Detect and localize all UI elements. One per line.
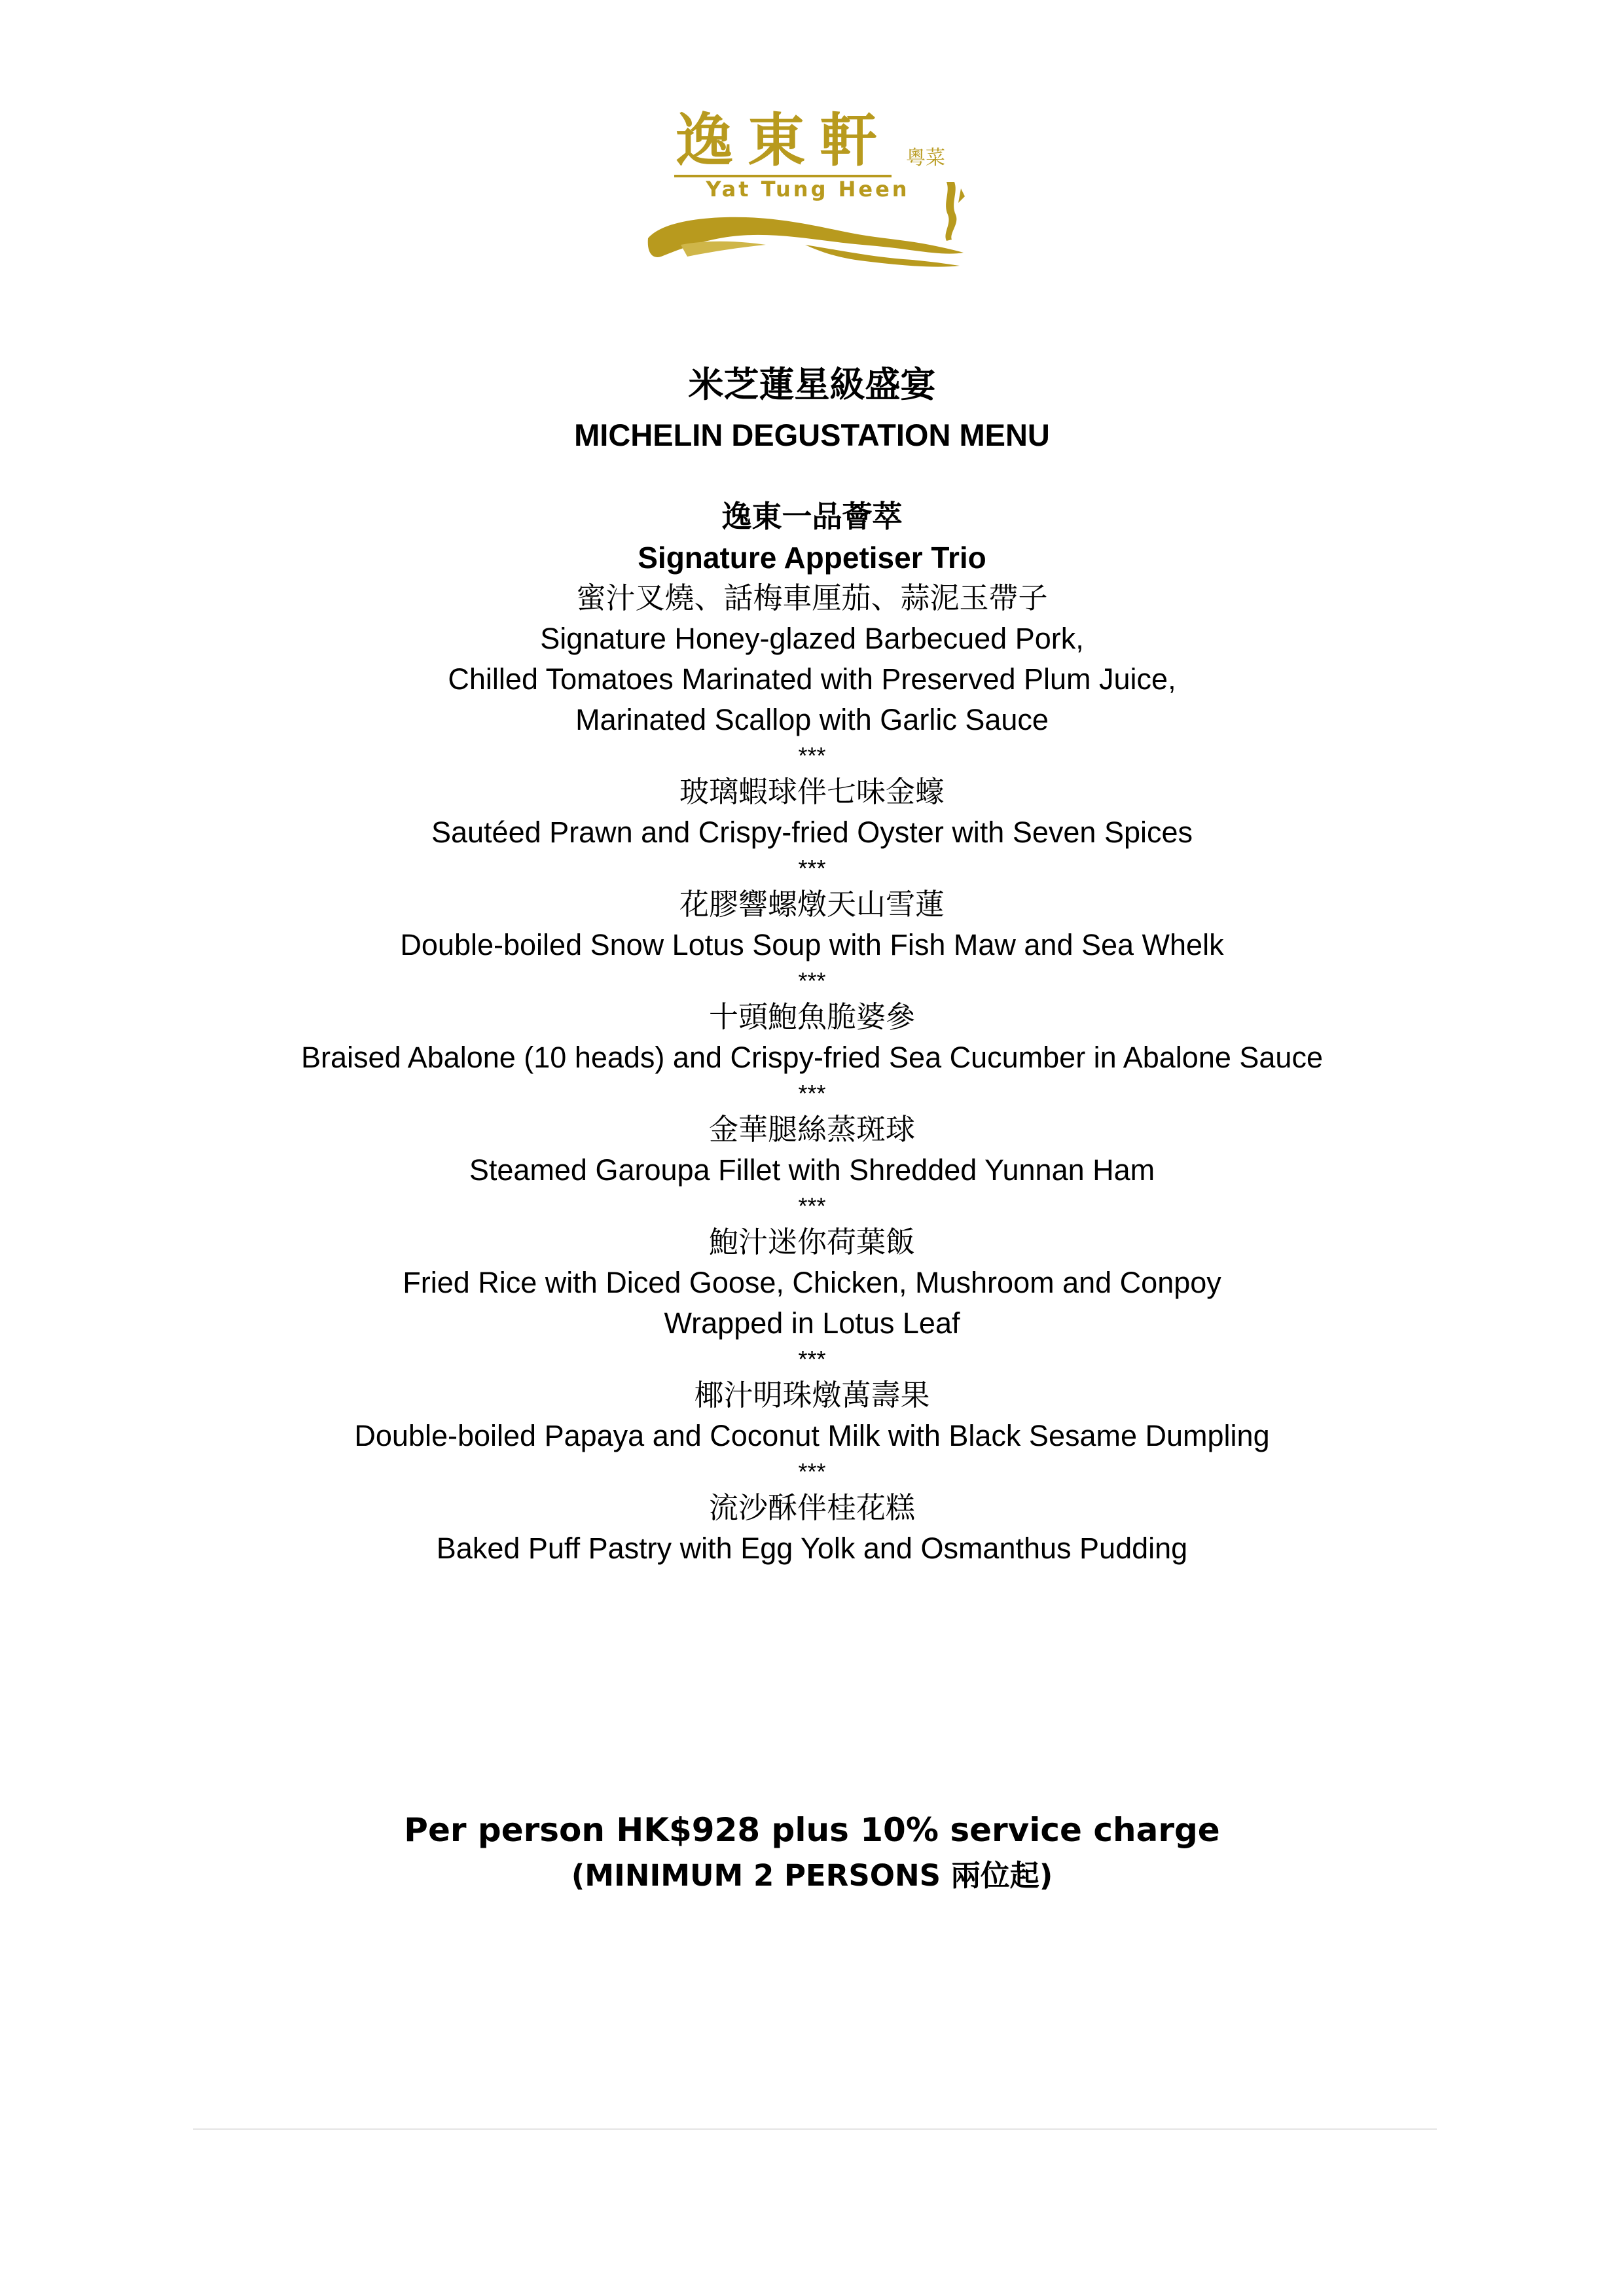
course-name-chinese: 花膠響螺燉天山雪蓮 <box>679 887 945 922</box>
course-name-english: Steamed Garoupa Fillet with Shredded Yunnan Ham <box>469 1153 1155 1187</box>
course-name-english: Double-boiled Papaya and Coconut Milk with Black Sesame Dumpling <box>354 1419 1270 1452</box>
course-separator: *** <box>798 967 826 994</box>
course-name-english: Double-boiled Snow Lotus Soup with Fish Maw and Sea Whelk <box>400 928 1224 961</box>
course-heading-chinese: 逸東一品薈萃 <box>721 499 903 534</box>
course-separator: *** <box>798 1193 826 1219</box>
course-garoupa <box>0 1109 1624 1191</box>
course-name-chinese: 玻璃蝦球伴七味金蠔 <box>679 774 945 809</box>
course-separator: *** <box>798 1458 826 1485</box>
logo-chinese-name: 逸東軒 <box>676 106 892 174</box>
course-name-english: Sautéed Prawn and Crispy-fried Oyster with Seven Spices <box>431 816 1193 849</box>
course-separator: *** <box>798 1080 826 1107</box>
course-name-english: Fried Rice with Diced Goose, Chicken, Mushroom and Conpoy <box>403 1266 1221 1299</box>
price-block <box>0 1806 1624 1898</box>
course-name-english: Marinated Scallop with Garlic Sauce <box>575 703 1049 736</box>
course-separator: *** <box>798 1346 826 1372</box>
menu-title-chinese: 米芝蓮星級盛宴 <box>688 364 936 405</box>
price-per-person: Per person HK$928 plus 10% service charge <box>404 1811 1220 1849</box>
course-name-english: Braised Abalone (10 heads) and Crispy-fried Sea Cucumber in Abalone Sauce <box>301 1041 1323 1074</box>
course-pastry <box>0 1488 1624 1569</box>
course-name-chinese: 鮑汁迷你荷葉飯 <box>708 1225 915 1259</box>
course-separator: *** <box>798 855 826 882</box>
course-separator: *** <box>798 742 826 769</box>
course-name-chinese: 十頭鮑魚脆婆參 <box>708 999 915 1034</box>
course-appetiser <box>0 495 1624 740</box>
course-abalone <box>0 997 1624 1078</box>
course-name-chinese: 金華腿絲蒸斑球 <box>708 1112 915 1147</box>
logo-english-name: Yat Tung Heen <box>706 177 910 202</box>
course-heading-english: Signature Appetiser Trio <box>638 541 986 575</box>
minimum-persons-note: (MINIMUM 2 PERSONS 兩位起) <box>571 1858 1053 1893</box>
footer-divider <box>193 2128 1437 2130</box>
course-name-chinese: 流沙酥伴桂花糕 <box>708 1490 915 1525</box>
course-name-english: Baked Puff Pastry with Egg Yolk and Osmanthus Pudding <box>436 1532 1188 1565</box>
logo-cuisine-label: 粵菜 <box>906 147 945 170</box>
course-name-english: Chilled Tomatoes Marinated with Preserved Plum Juice, <box>448 662 1176 696</box>
restaurant-logo <box>641 105 995 275</box>
course-prawn-oyster <box>0 772 1624 853</box>
course-name-english: Wrapped in Lotus Leaf <box>664 1306 960 1340</box>
course-soup <box>0 884 1624 965</box>
menu-content <box>0 357 1624 1569</box>
menu-title-english: MICHELIN DEGUSTATION MENU <box>574 418 1050 452</box>
course-name-chinese: 蜜汁叉燒、話梅車厘茄、蒜泥玉帶子 <box>576 581 1048 615</box>
course-fried-rice <box>0 1222 1624 1344</box>
course-name-chinese: 椰汁明珠燉萬壽果 <box>694 1378 930 1412</box>
course-papaya-dessert <box>0 1375 1624 1456</box>
course-name-english: Signature Honey-glazed Barbecued Pork, <box>540 622 1084 655</box>
